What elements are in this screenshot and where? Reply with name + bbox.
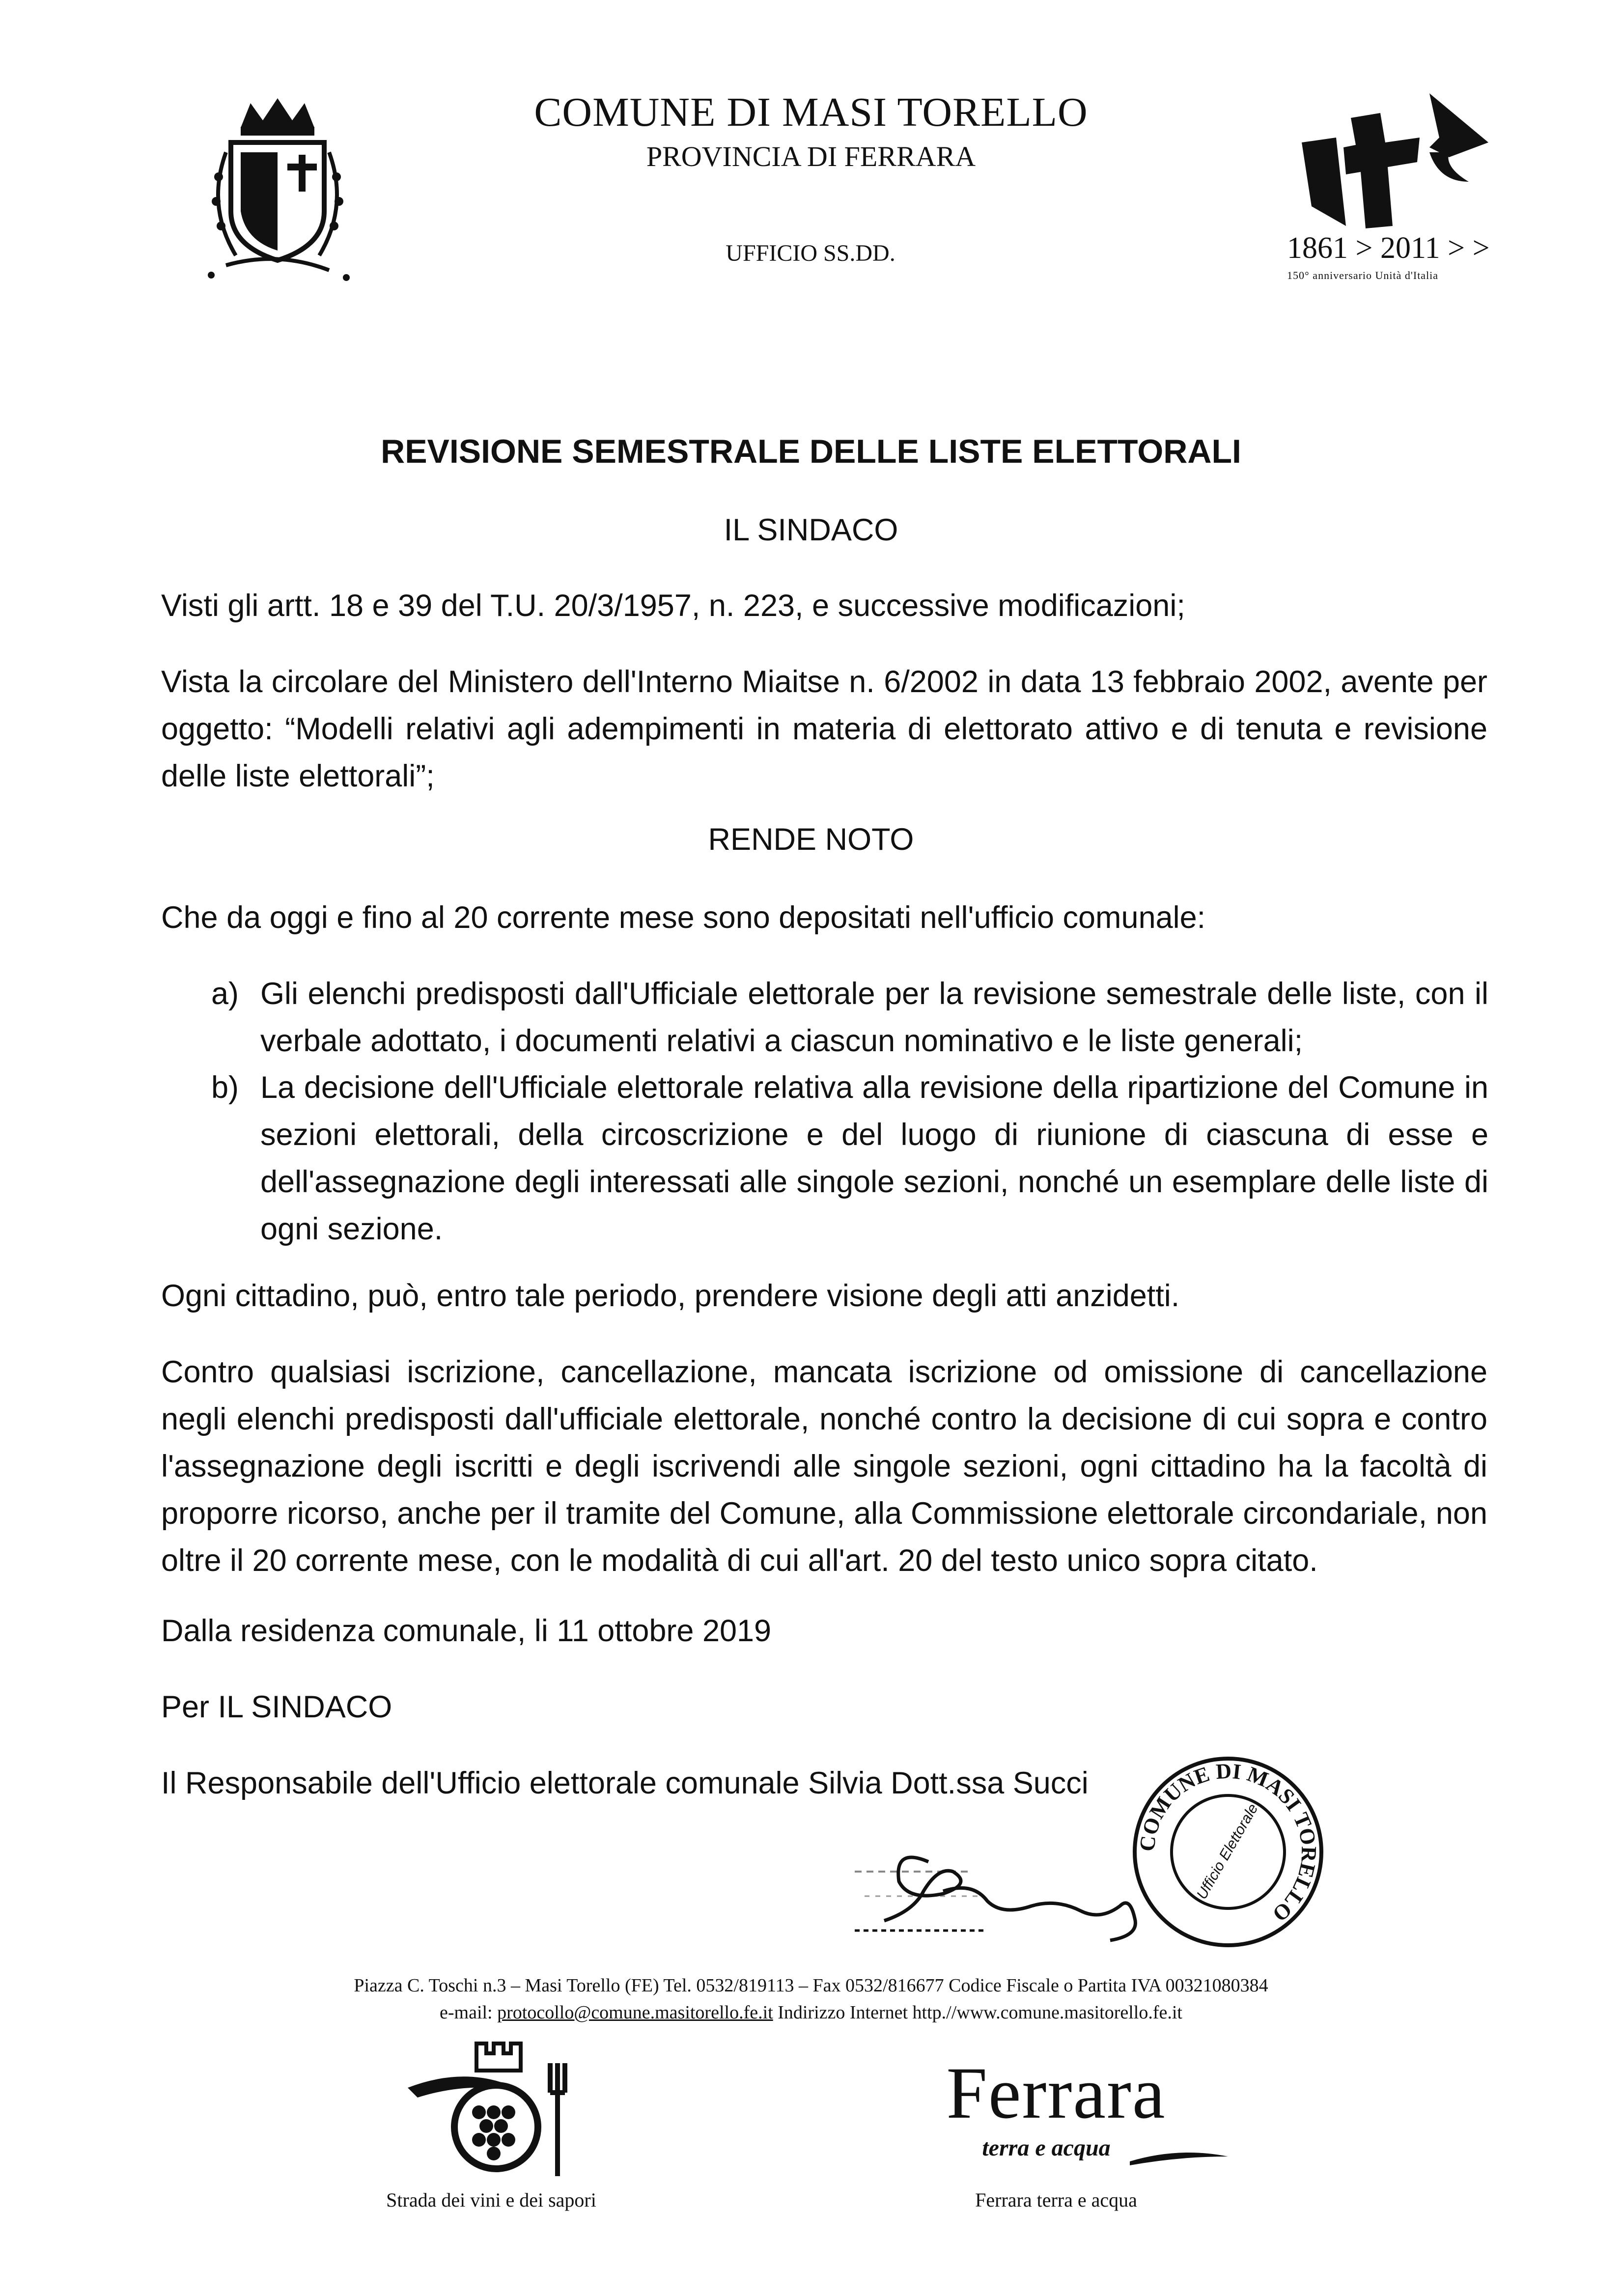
document-title: REVISIONE SEMESTRALE DELLE LISTE ELETTORALI: [381, 433, 1241, 470]
date-place-line: Dalla residenza comunale, li 11 ottobre 2019: [161, 1614, 772, 1648]
stamp-ring-text: COMUNE DI MASI TORELLO: [1135, 1759, 1321, 1927]
handwritten-signature-icon: [825, 1788, 1169, 1950]
province-name: PROVINCIA DI FERRARA: [646, 140, 976, 172]
list-item-text: La decisione dell'Ufficiale elettorale relativa alla revisione della ripartizione del Comune in sezioni elettorali, della circoscrizione e del luogo di riunione di ciascuna di esse e dell'assegnazione degli interessati alle singole sezioni, nonché un esemplare delle liste di ogni sezione.: [260, 1070, 1488, 1246]
paragraph-ogni: Ogni cittadino, può, entro tale periodo, prendere visione degli atti anzidetti.: [161, 1279, 1180, 1313]
rende-noto-heading: RENDE NOTO: [708, 822, 914, 857]
stamp-center-text: Ufficio Elettorale: [1193, 1801, 1261, 1903]
paragraph-visti: Visti gli artt. 18 e 39 del T.U. 20/3/1957, n. 223, e successive modificazioni;: [161, 588, 1185, 623]
ferrara-logo-tagline: terra e acqua: [982, 2135, 1111, 2161]
grapes-fork-icon: [403, 2034, 570, 2181]
official-stamp-icon: [1125, 1749, 1331, 1955]
footer-contacts: [0, 2002, 1622, 2023]
wine-route-caption: Strada dei vini e dei sapori: [386, 2189, 596, 2211]
list-item-label: b): [211, 1070, 239, 1105]
ferrara-caption: Ferrara terra e acqua: [975, 2189, 1137, 2211]
list-item-text: Gli elenchi predisposti dall'Ufficiale elettorale per la revisione semestrale delle liste, con il verbale adottato, i documenti relativi a ciascun nominativo e le liste generali;: [260, 977, 1488, 1058]
list-item: [211, 970, 1488, 1068]
mayor-heading: IL SINDACO: [724, 513, 898, 547]
list-item-label: a): [211, 977, 239, 1011]
paragraph-contro: Contro qualsiasi iscrizione, cancellazione, mancata iscrizione od omissione di cancellazione negli elenchi predisposti dall'ufficiale elettorale, nonché contro la decisione di cui sopra e contro l'assegnazione degli iscritti e degli iscrivendi alle singole sezioni, ogni cittadino ha la facoltà di proporre ricorso, anche per il tramite del Comune, alla Commissione elettorale circondariale, non oltre il 20 corrente mese, con le modalità di cui all'art. 20 del testo unico sopra citato.: [161, 1355, 1487, 1578]
footer-address: Piazza C. Toschi n.3 – Masi Torello (FE) Tel. 0532/819113 – Fax 0532/816677 Codice Fiscale o Partita IVA 00321080384: [354, 1975, 1268, 1996]
anniversary-years: 1861 > 2011 > >: [1287, 231, 1490, 265]
ferrara-swoosh-icon: [1130, 2142, 1228, 2166]
paragraph-che: Che da oggi e fino al 20 corrente mese sono depositati nell'ufficio comunale:: [161, 900, 1206, 935]
ferrara-logo-wordmark: Ferrara: [946, 2052, 1166, 2134]
list-item: [211, 1064, 1488, 1260]
email-label: e-mail:: [440, 2002, 493, 2023]
email-link[interactable]: protocollo@comune.masitorello.fe.it: [497, 2002, 773, 2023]
italy-anniversary-logo-icon: [1292, 84, 1503, 231]
website-text: Indirizzo Internet http.//www.comune.masitorello.fe.it: [778, 2002, 1182, 2023]
office-name: UFFICIO SS.DD.: [726, 240, 895, 266]
anniversary-caption: 150° anniversario Unità d'Italia: [1287, 269, 1439, 281]
paragraph-vista: Vista la circolare del Ministero dell'Interno Miaitse n. 6/2002 in data 13 febbraio 2002, avente per oggetto: “Modelli relativi agli adempimenti in materia di elettorato attivo e di tenuta e revisione delle liste elettorali”;: [161, 665, 1487, 793]
municipality-name: COMUNE DI MASI TORELLO: [534, 89, 1088, 135]
responsible-officer-line: Il Responsabile dell'Ufficio elettorale comunale Silvia Dott.ssa Succi: [161, 1766, 1089, 1800]
per-sindaco-line: Per IL SINDACO: [161, 1690, 392, 1724]
